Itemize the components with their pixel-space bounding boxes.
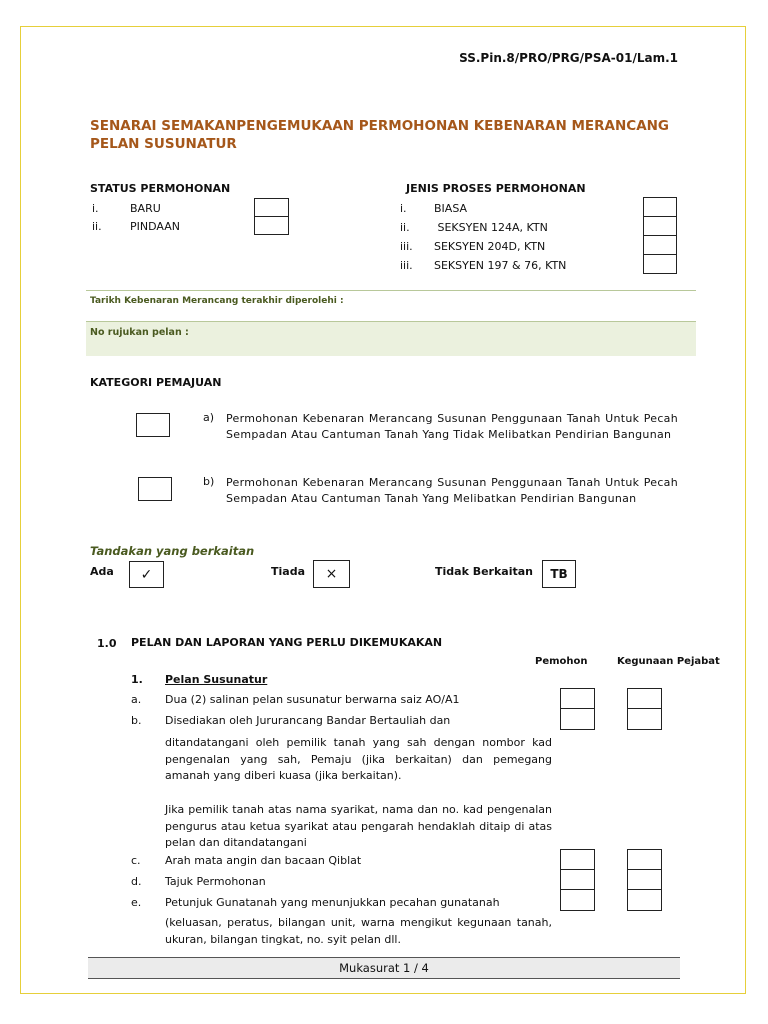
divider-top: [86, 290, 696, 291]
cross-icon: ×: [325, 566, 338, 582]
item-c-text: Arah mata angin dan bacaan Qiblat: [165, 854, 362, 867]
pemohon-box-b[interactable]: [560, 708, 595, 730]
status-label-baru: BARU: [130, 202, 161, 215]
kategori-b-letter: b): [203, 475, 215, 488]
kategori-b-text: Permohonan Kebenaran Merancang Susunan Penggunaan Tanah Untuk Pecah Sempadan Atau Cantuman Tanah Yang Melibatkan Pendirian Bangunan: [226, 476, 678, 505]
kategori-a-letter: a): [203, 411, 215, 424]
jenis-label-197: SEKSYEN 197 & 76, KTN: [434, 259, 567, 272]
kategori-heading: KATEGORI PEMAJUAN: [90, 376, 222, 389]
col-pemohon: Pemohon: [535, 656, 588, 667]
status-heading: STATUS PERMOHONAN: [90, 182, 231, 195]
item-c-letter: c.: [131, 854, 141, 867]
legend-title: Tandakan yang berkaitan: [90, 544, 255, 558]
jenis-num-3: iii.: [400, 240, 413, 253]
document-reference: SS.Pin.8/PRO/PRG/PSA-01/Lam.1: [459, 51, 678, 65]
tarikh-label: Tarikh Kebenaran Merancang terakhir diperolehi :: [90, 296, 344, 306]
item-e-letter: e.: [131, 896, 142, 909]
jenis-label-124a: SEKSYEN 124A, KTN: [434, 221, 548, 234]
jenis-label-204d: SEKSYEN 204D, KTN: [434, 240, 546, 253]
checkbox-biasa[interactable]: [643, 197, 677, 217]
legend-tidak-box: TB: [542, 560, 576, 588]
col-pejabat: Kegunaan Pejabat: [617, 656, 720, 667]
checkbox-197[interactable]: [643, 254, 677, 274]
jenis-num-2: ii.: [400, 221, 410, 234]
page-footer: [88, 957, 680, 979]
check-icon: ✓: [140, 566, 153, 583]
item-e-text-2: (keluasan, peratus, bilangan unit, warna mengikut kegunaan tanah, ukuran, bilangan tingkat, no. syit pelan dll.: [165, 916, 552, 946]
sub-number: 1.: [131, 673, 143, 686]
section-number: 1.0: [97, 637, 117, 650]
jenis-heading: JENIS PROSES PERMOHONAN: [406, 182, 586, 195]
legend-tidak-label: Tidak Berkaitan: [435, 565, 534, 578]
kategori-a-text: Permohonan Kebenaran Merancang Susunan Penggunaan Tanah Untuk Pecah Sempadan Atau Cantuman Tanah Yang Tidak Melibatkan Pendirian Bangunan: [226, 412, 678, 441]
page-number: Mukasurat 1 / 4: [339, 961, 429, 975]
item-b-text-3: Jika pemilik tanah atas nama syarikat, nama dan no. kad pengenalan pengurus atau ketua syarikat atau pengarah hendaklah ditaip di atas pelan dan ditandatangani: [165, 803, 552, 849]
jenis-label-biasa: BIASA: [434, 202, 468, 215]
checkbox-baru[interactable]: [254, 198, 289, 217]
status-item-baru: i.: [92, 202, 99, 215]
checkbox-124a[interactable]: [643, 216, 677, 236]
legend-ada-label: Ada: [90, 565, 114, 578]
item-b-letter: b.: [131, 714, 142, 727]
checkbox-204d[interactable]: [643, 235, 677, 255]
jenis-num-4: iii.: [400, 259, 413, 272]
item-b-text-2: ditandatangani oleh pemilik tanah yang sah dengan nombor kad pengenalan yang sah, Pemaju (jika berkaitan) dan pemegang amanah yang diberi kuasa (jika berkaitan).: [165, 736, 552, 782]
page-title: SENARAI SEMAKANPENGEMUKAAN PERMOHONAN KEBENARAN MERANCANG PELAN SUSUNATUR: [90, 118, 670, 152]
checkbox-kategori-b[interactable]: [138, 477, 172, 501]
item-d-text: Tajuk Permohonan: [165, 875, 266, 888]
item-b-text-1: Disediakan oleh Jururancang Bandar Bertauliah dan: [165, 714, 451, 727]
status-item-pindaan: ii.: [92, 220, 102, 233]
pejabat-box-b[interactable]: [627, 708, 662, 730]
legend-tiada-label: Tiada: [271, 565, 305, 578]
pejabat-box-a[interactable]: [627, 688, 662, 709]
pemohon-box-a[interactable]: [560, 688, 595, 709]
sub-title: Pelan Susunatur: [165, 673, 268, 686]
pejabat-box-e[interactable]: [627, 889, 662, 911]
pemohon-box-e[interactable]: [560, 889, 595, 911]
item-d-letter: d.: [131, 875, 142, 888]
status-label-pindaan: PINDAAN: [130, 220, 180, 233]
pejabat-box-d[interactable]: [627, 869, 662, 890]
legend-ada-box: [129, 561, 164, 588]
pejabat-box-c[interactable]: [627, 849, 662, 870]
jenis-num-1: i.: [400, 202, 407, 215]
section-title: PELAN DAN LAPORAN YANG PERLU DIKEMUKAKAN: [131, 636, 443, 649]
pemohon-box-c[interactable]: [560, 849, 595, 870]
item-a-letter: a.: [131, 693, 142, 706]
item-a-text: Dua (2) salinan pelan susunatur berwarna saiz AO/A1: [165, 693, 460, 706]
checkbox-pindaan[interactable]: [254, 216, 289, 235]
pemohon-box-d[interactable]: [560, 869, 595, 890]
rujukan-label: No rujukan pelan :: [90, 327, 189, 338]
item-e-text-1: Petunjuk Gunatanah yang menunjukkan pecahan gunatanah: [165, 896, 500, 909]
checkbox-kategori-a[interactable]: [136, 413, 170, 437]
legend-tiada-box: [313, 560, 350, 588]
